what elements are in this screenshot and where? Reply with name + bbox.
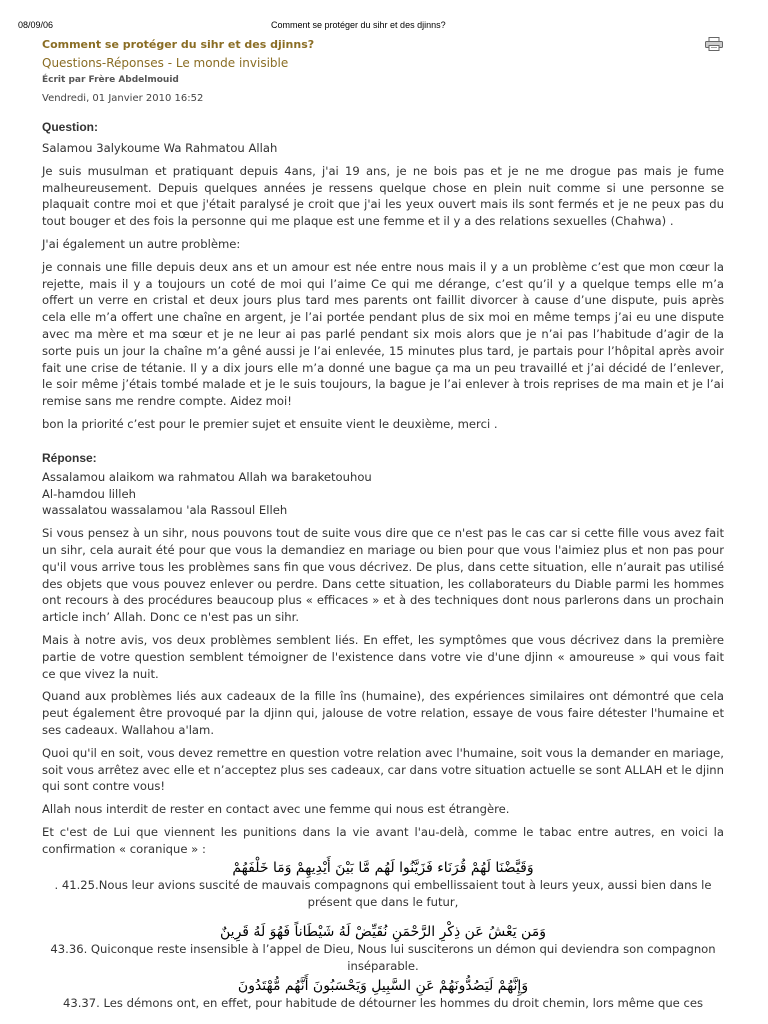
quran-verse-translation: 43.36. Quiconque reste insensible à l’appel de Dieu, Nous lui susciterons un démon qui deviendra son compagnon inséparable. xyxy=(50,942,716,973)
response-paragraph: Mais à notre avis, vos deux problèmes semblent liés. En effet, les symptômes que vous décrivez dans la première partie de votre question semblent témoigner de l'existence dans votre vie d'une djinn « amoureuse » qui vous fait ce que vivez la nuit. xyxy=(42,632,724,681)
quran-verse-arabic: وَإِنَّهُمْ لَيَصُدُّونَهُمْ عَنِ السَّبِيلِ وَيَحْسَبُونَ أَنَّهُم مُّهْتَدُونَ xyxy=(237,977,529,994)
quran-verse-arabic: وَقَيَّضْنَا لَهُمْ قُرَنَاء فَزَيَّنُوا لَهُم مَّا بَيْنَ أَيْدِيهِمْ وَمَا خَلْفَهُمْ xyxy=(232,860,534,877)
response-paragraph: Allah nous interdit de rester en contact avec une femme qui nous est étrangère. xyxy=(42,802,510,817)
article xyxy=(42,38,724,1011)
response-paragraph: Si vous pensez à un sihr, nous pouvons tout de suite vous dire que ce n'est pas le cas car si cette fille vous avez fait un sihr, cela aurait été pour que vous la demandiez en mariage ou bien pour que vous l'aimiez plus et non pas pour qu'il vous arrive tous les problèmes sans fin que vous décrivez. De plus, dans cette situation, elle n’aurait pas utilisé des objets que vous pouvez enlever ou perdre. Dans cette situation, les collaborateurs du Diable parmi les hommes ont recours à des procédures beaucoup plus « efficaces » et à des techniques dont nous parlerons dans un prochain article inch’ Allah. Donc ce n'est pas un sihr. xyxy=(42,526,724,625)
greeting-line: wassalatou wassalamou 'ala Rassoul Elleh xyxy=(42,503,288,518)
question-paragraph: Salamou 3alykoume Wa Rahmatou Allah xyxy=(42,141,278,155)
response-paragraph: Quand aux problèmes liés aux cadeaux de la fille îns (humaine), des expériences similaires ont démontré que cela peut également être provoqué par la djinn qui, jalouse de votre relation, essaye de vous faire détester l'humaine et ses cadeaux. Wallahou a'lam. xyxy=(42,689,724,737)
response-heading: Réponse: xyxy=(42,450,97,465)
response-paragraph: Et c'est de Lui que viennent les punitions dans la vie avant l'au-delà, comme le tabac entre autres, en voici la confirmation « coranique » : xyxy=(42,824,724,856)
quran-verse-translation: 43.37. Les démons ont, en effet, pour habitude de détourner les hommes du droit chemin, lors même que ces xyxy=(62,995,704,1010)
question-paragraph: bon la priorité c’est pour le premier sujet et ensuite vient le deuxième, merci . xyxy=(42,416,498,431)
greeting-line: Assalamou alaikom wa rahmatou Allah wa baraketouhou xyxy=(42,469,372,484)
question-paragraph: Je suis musulman et pratiquant depuis 4ans, j'ai 19 ans, je ne bois pas et je ne me drogue pas mais je fume malheureusement. Depuis quelques années je ressens quelque chose en plein nuit comme si une personne se plaquait contre moi et que j'était paralysé je croit que j'ai les yeux ouvert mais ils sont fermés et je ne peux pas du tout bouger et des fois la personne qui me plaque est une femme et il y a des relations sexuelles (Chahwa) . xyxy=(42,163,724,229)
response-paragraph: Quoi qu'il en soit, vous devez remettre en question votre relation avec l'humaine, soit vous la demander en mariage, soit vous arrêtez avec elle et n’acceptez plus ses cadeaux, car dans votre situation actuelle se sont ALLAH et le djinn qui sont contre vous! xyxy=(42,745,724,794)
question-heading: Question: xyxy=(42,120,98,134)
print-date: 08/09/06 xyxy=(18,20,54,30)
greeting-line: Al-hamdou lilleh xyxy=(42,486,136,501)
article-author: Écrit par Frère Abdelmouid xyxy=(42,75,179,85)
breadcrumb[interactable]: Questions-Réponses - Le monde invisible xyxy=(42,56,289,70)
question-paragraph: J'ai également un autre problème: xyxy=(42,236,241,251)
question-paragraph: je connais une fille depuis deux ans et un amour est née entre nous mais il y a un problème c’est que mon cœur la rejette, mais il y a toujours un coté de moi qui l’aime Ce qui me dérange, c’est qu’il y a quelque temps elle m’a offert un verre en cristal et deux jours plus tard mes parents ont faillit divorcer à cause d’une dispute, puis après cela elle m’a offert une chaîne en argent, je l’ai portée pendant plus de six moi en même temps j’ai eu une dispute avec ma mère et ma sœur et je ne leur ai pas parlé pendant six mois alors que je n’ai pas l’habitude d’agir de la sorte puis un jour la chaîne m’a gêné aussi je l’ai enlevée, 15 minutes plus tard, je partais pour l’hôpital après avoir fait une crise de tétanie. Il y a dix jours elle m’a donné une bague ça ma un peu travaillé et j’ai décidé de l’enlever, le soir même j’étais tombé malade et je le suis toujours, la bague je l’ai enlever à trois reprises de ma main et je l’ai remise sans me rendre compte. Aidez moi! xyxy=(42,259,724,409)
article-date: Vendredi, 01 Janvier 2010 16:52 xyxy=(42,93,204,104)
quran-verse-arabic: وَمَن يَعْشُ عَن ذِكْرِ الرَّحْمَنِ نُقَيِّضْ لَهُ شَيْطَاناً فَهُوَ لَهُ قَرِينٌ xyxy=(220,924,546,941)
print-page-title: Comment se protéger du sihr et des djinns? xyxy=(271,20,446,30)
article-title[interactable]: Comment se protéger du sihr et des djinns? xyxy=(42,38,315,51)
quran-verse-translation: . 41.25.Nous leur avions suscité de mauvais compagnons qui embellissaient tout à leurs yeux, aussi bien dans le présent que dans le futur, xyxy=(54,878,712,910)
print-header xyxy=(18,20,750,34)
